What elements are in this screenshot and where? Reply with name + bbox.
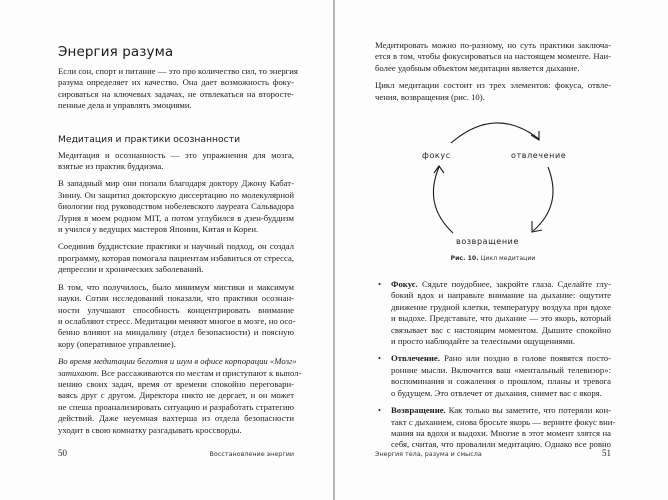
paragraph: Соединив буддистские практики и научный подход, он создал программу, которая помогала пациентам избавиться от стресса, депрессии и хронических заболеваний. [58, 241, 294, 275]
subsection-title: Медитация и практики осознанности [58, 133, 241, 145]
paragraph: Медитация и осознанность — это упражнения для мозга, взятые из практик буддизма. [58, 149, 294, 172]
cycle-arrows-diagram [415, 113, 575, 253]
label-distraction: отвлечение [511, 151, 567, 161]
paragraph: Цикл медитации состоит из трех элементов: фокуса, отвле- чения, возвращения (рис. 10). [375, 80, 611, 102]
page-number: 50 [58, 448, 67, 458]
bullet-icon: • [378, 353, 382, 364]
arrow-distraction-to-return-icon [533, 167, 553, 231]
label-return: возвращение [456, 237, 519, 247]
arrow-return-to-focus-icon [433, 167, 453, 233]
page-number: 51 [602, 448, 611, 458]
paragraph: В западный мир они попали благодаря доктору Джону Кабат- Зинну. Он защитил докторскую диссертацию по молекулярной биологии под руководством нобелевского лауреата Сальвадора Лурия в моем родном МIТ, а потом углубился в дзен-буддизм и учился у ведущих мастеров Японии, Китая и Кореи. [58, 178, 294, 235]
paragraph: В том, что получилось, было минимум мистики и максимум науки. Сотни исследований показали, что практики осознан- ности улучшают способность концентрировать внимание и ослабляют стресс. Медитации меняют многое в мозге, но осо- бенно влияют на миндалину (отдел безопасности) и поясную кору (оперативное управление). [58, 281, 296, 349]
bullet-icon: • [378, 405, 382, 416]
running-title: Восстановление энергии [209, 450, 294, 458]
meditation-cycle-figure [375, 113, 611, 265]
italic-lead-paragraph: Во время медитации беготня и шум в офисе корпорации «Мозг» затихают. Все рассаживаются по местам и приступают к выпол- нению своих задач, время от времени спокойно переговари- ваясь друг с другом. Директора никто не дергает, и он может не спеша проанализировать ситуацию и разработать стратегию действий. Даже неуемная вахтерша из отдела безопасности уходит в свою комнатку разгадывать кроссворды. [58, 356, 302, 435]
cycle-steps-list [375, 279, 616, 451]
bullet-icon: • [378, 279, 382, 290]
right-page-body [375, 40, 616, 457]
list-item: • Возвращение. Как только вы заметите, что потеряли кон- такт с дыханием, снова бросьте якорь — верните фокус вни- мания на вдохи и выдохи. Многие в этот момент злятся на себя, считая, что провалили медитацию. Однако все ровно [378, 405, 616, 450]
figure-caption: Рис. 10. Цикл медитации [450, 255, 536, 263]
label-focus: фокус [422, 151, 451, 161]
left-page [0, 0, 333, 500]
left-page-body [58, 44, 302, 442]
right-page [335, 0, 668, 500]
running-title: Энергия тела, разума и смысла [375, 450, 482, 458]
intro-paragraph: Если сон, спорт и питание — это про количество сил, то энергия разума определяет их качество. Она дает возможность фоку- сироваться на ключевых задачах, не отвлекаться на второсте- пенные дела и управлять эмоциями. [58, 66, 298, 111]
arrow-focus-to-distraction-icon [451, 123, 539, 143]
list-item: • Фокус. Сядьте поудобнее, закройте глаза. Сделайте глу- бокий вдох и направьте внимание на дыхание: ощутите движение грудной клетки, температуру воздуха при вдохе и выдохе. Представьте, что дыхание — это якорь, который связывает вас с настоящим моментом. Дышите спокойно и просто наблюдайте за телесными ощущениями. [378, 279, 611, 347]
paragraph: Медитировать можно по-разному, но суть практики заключа- ется в том, чтобы фокусироваться на настоящем моменте. Наи- более удобным объектом медитации является дыхание. [375, 40, 611, 73]
section-title: Энергия разума [58, 44, 174, 60]
list-item: • Отвлечение. Рано или поздно в голове появятся посто- ронние мысли. Включится ваш «ментальный телевизор»: воспоминания и сожаления о прошлом, планы и тревога о будущем. Это отвлечет от дыхания, снимет вас с якоря. [378, 353, 611, 398]
